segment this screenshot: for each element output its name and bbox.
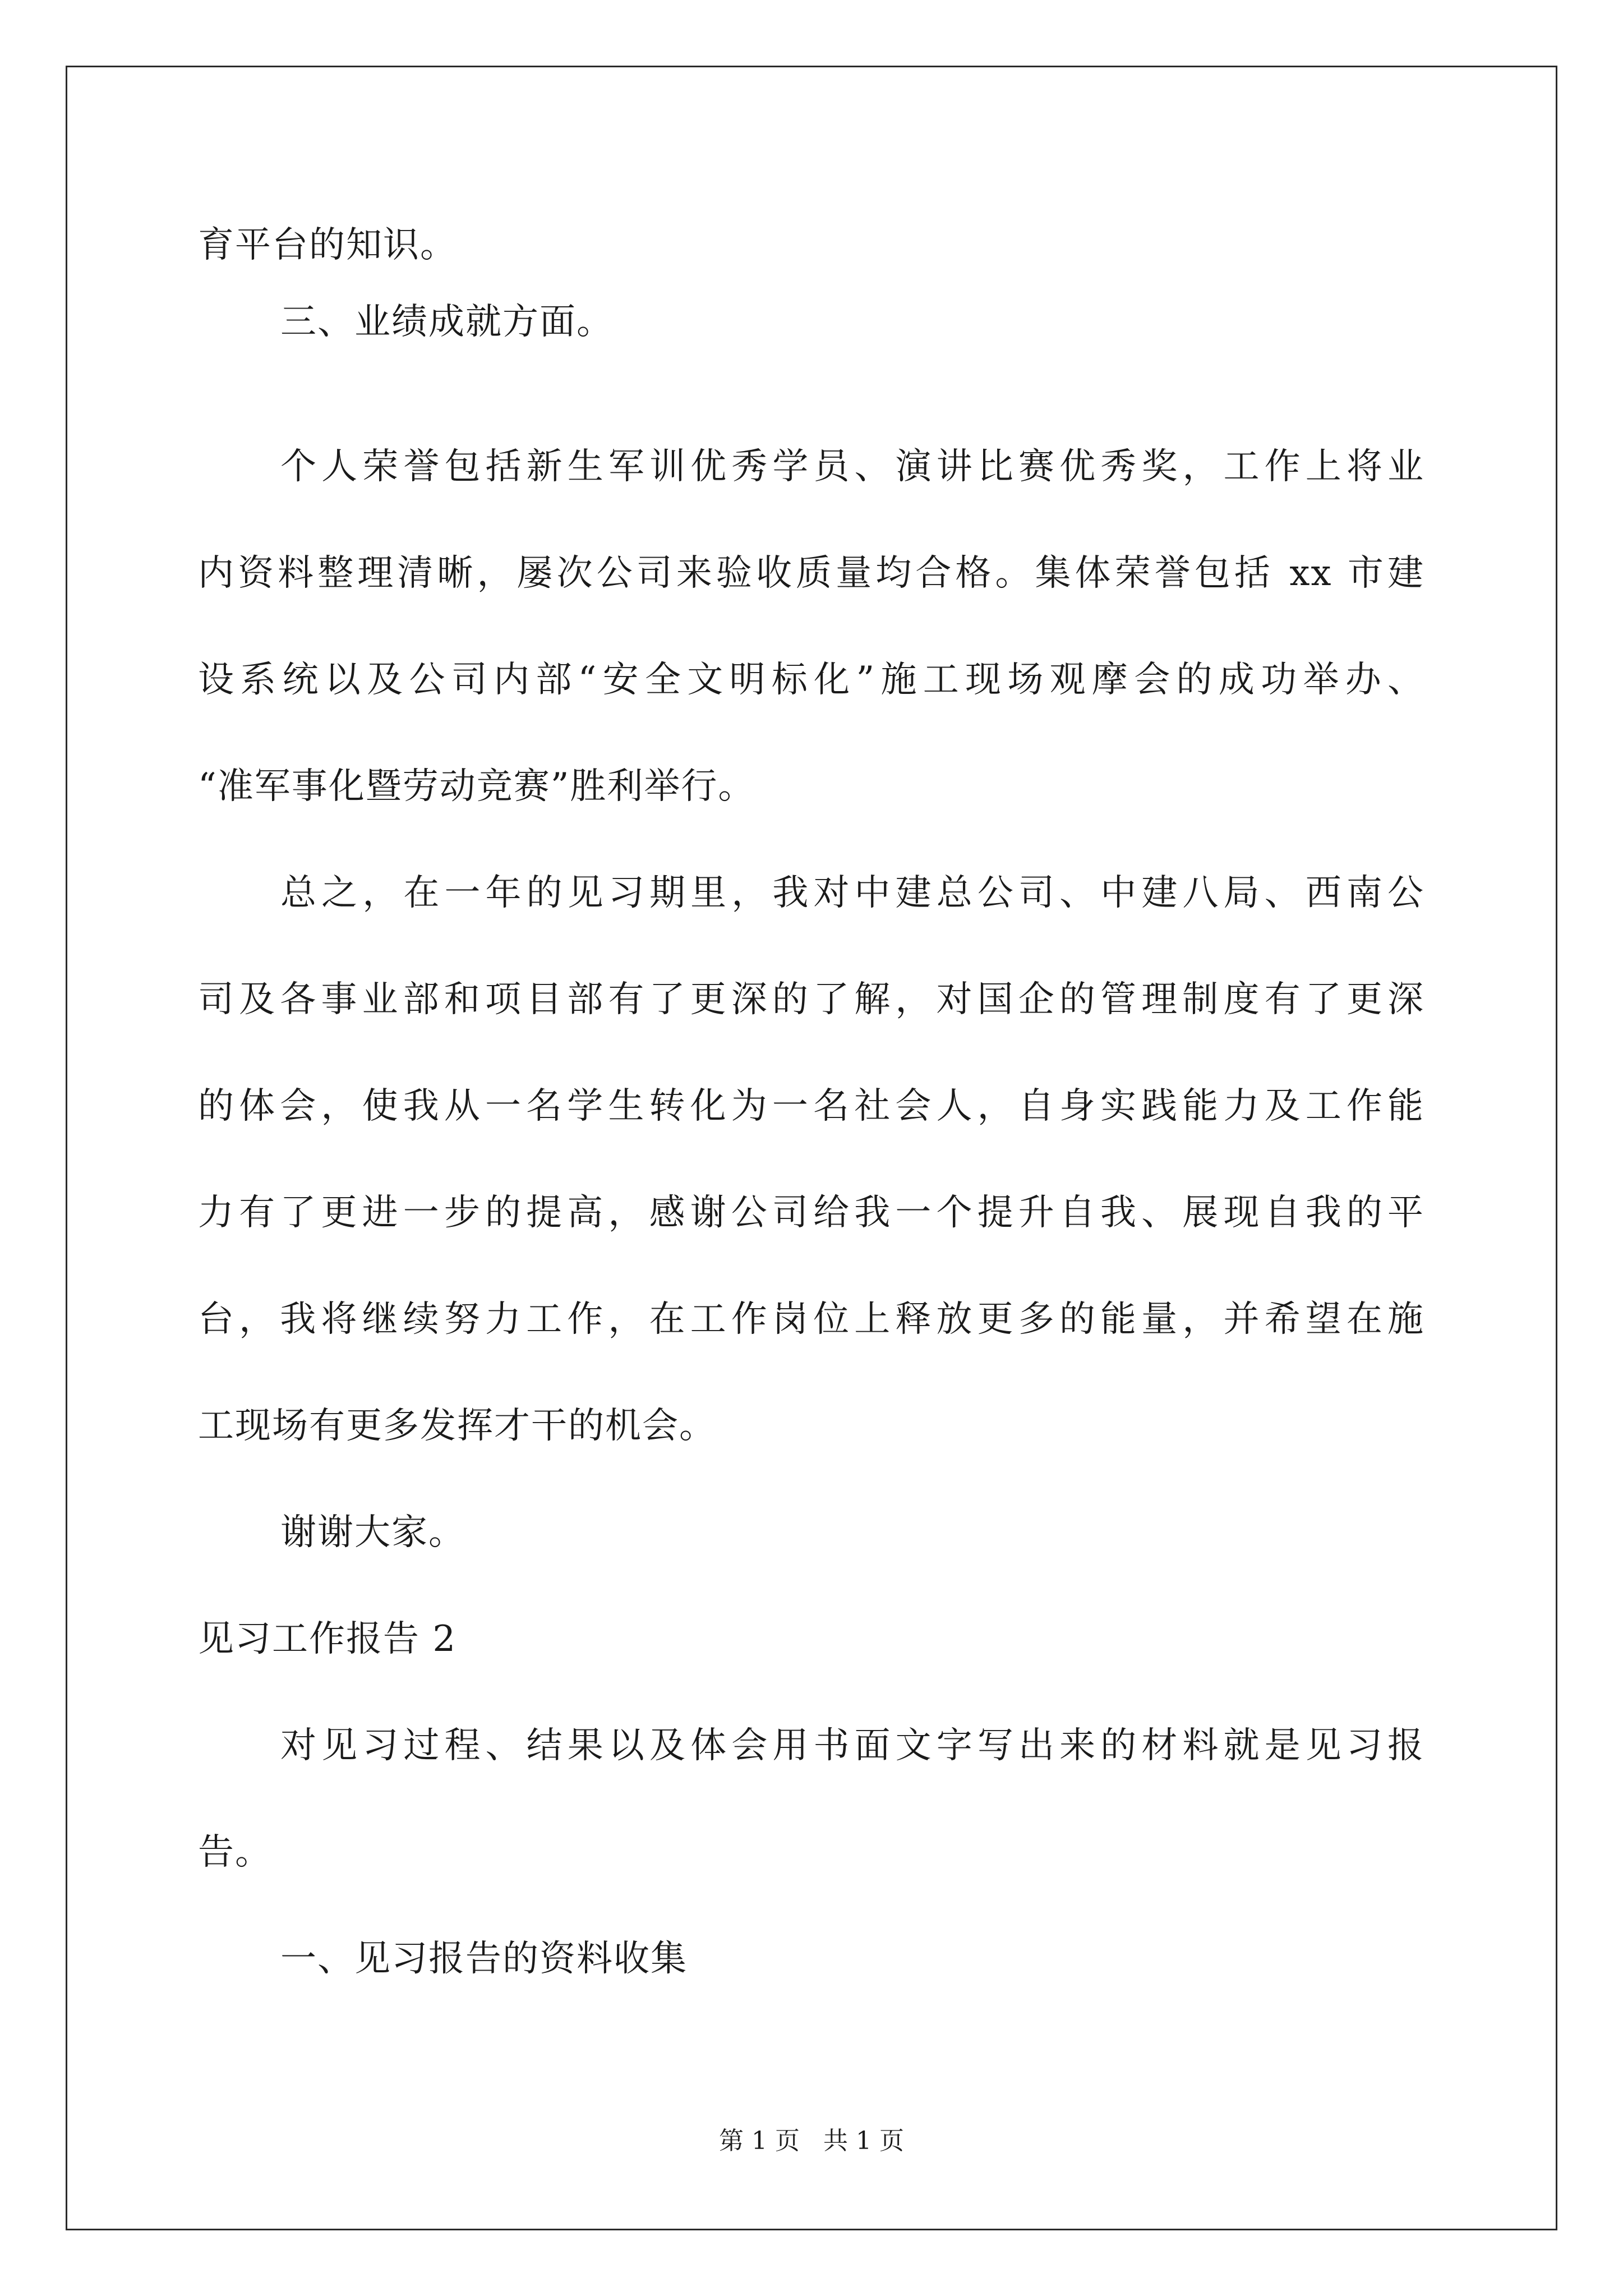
body-line: 力有了更进一步的提高，感谢公司给我一个提升自我、展现自我的平 [198, 1192, 1424, 1234]
body-line: 谢谢大家。 [280, 1512, 465, 1553]
body-line: “准军事化暨劳动竞赛”胜利举行。 [198, 766, 755, 807]
body-line: 育平台的知识。 [198, 224, 457, 266]
body-line: 个人荣誉包括新生军训优秀学员、演讲比赛优秀奖，工作上将业 [280, 446, 1424, 487]
page-footer: 第 1 页 共 1 页 [719, 2127, 904, 2155]
page-border [66, 66, 1557, 2230]
body-line: 司及各事业部和项目部有了更深的了解，对国企的管理制度有了更深 [198, 979, 1424, 1020]
body-line: 台，我将继续努力工作，在工作岗位上释放更多的能量，并希望在施 [198, 1299, 1424, 1340]
body-line: 设系统以及公司内部“安全文明标化”施工现场观摩会的成功举办、 [198, 659, 1424, 701]
section-heading: 三、业绩成就方面。 [280, 301, 614, 343]
body-line: 的体会，使我从一名学生转化为一名社会人，自身实践能力及工作能 [198, 1085, 1424, 1127]
report-title: 见习工作报告 2 [198, 1618, 457, 1660]
body-line: 工现场有更多发挥才干的机会。 [198, 1405, 716, 1447]
body-line: 内资料整理清晰，屡次公司来验收质量均合格。集体荣誉包括 xx 市建 [198, 553, 1424, 594]
section-heading: 一、见习报告的资料收集 [280, 1938, 688, 1980]
body-line: 告。 [198, 1832, 272, 1873]
body-line: 对见习过程、结果以及体会用书面文字写出来的材料就是见习报 [280, 1725, 1424, 1766]
body-line: 总之，在一年的见习期里，我对中建总公司、中建八局、西南公 [280, 872, 1424, 914]
